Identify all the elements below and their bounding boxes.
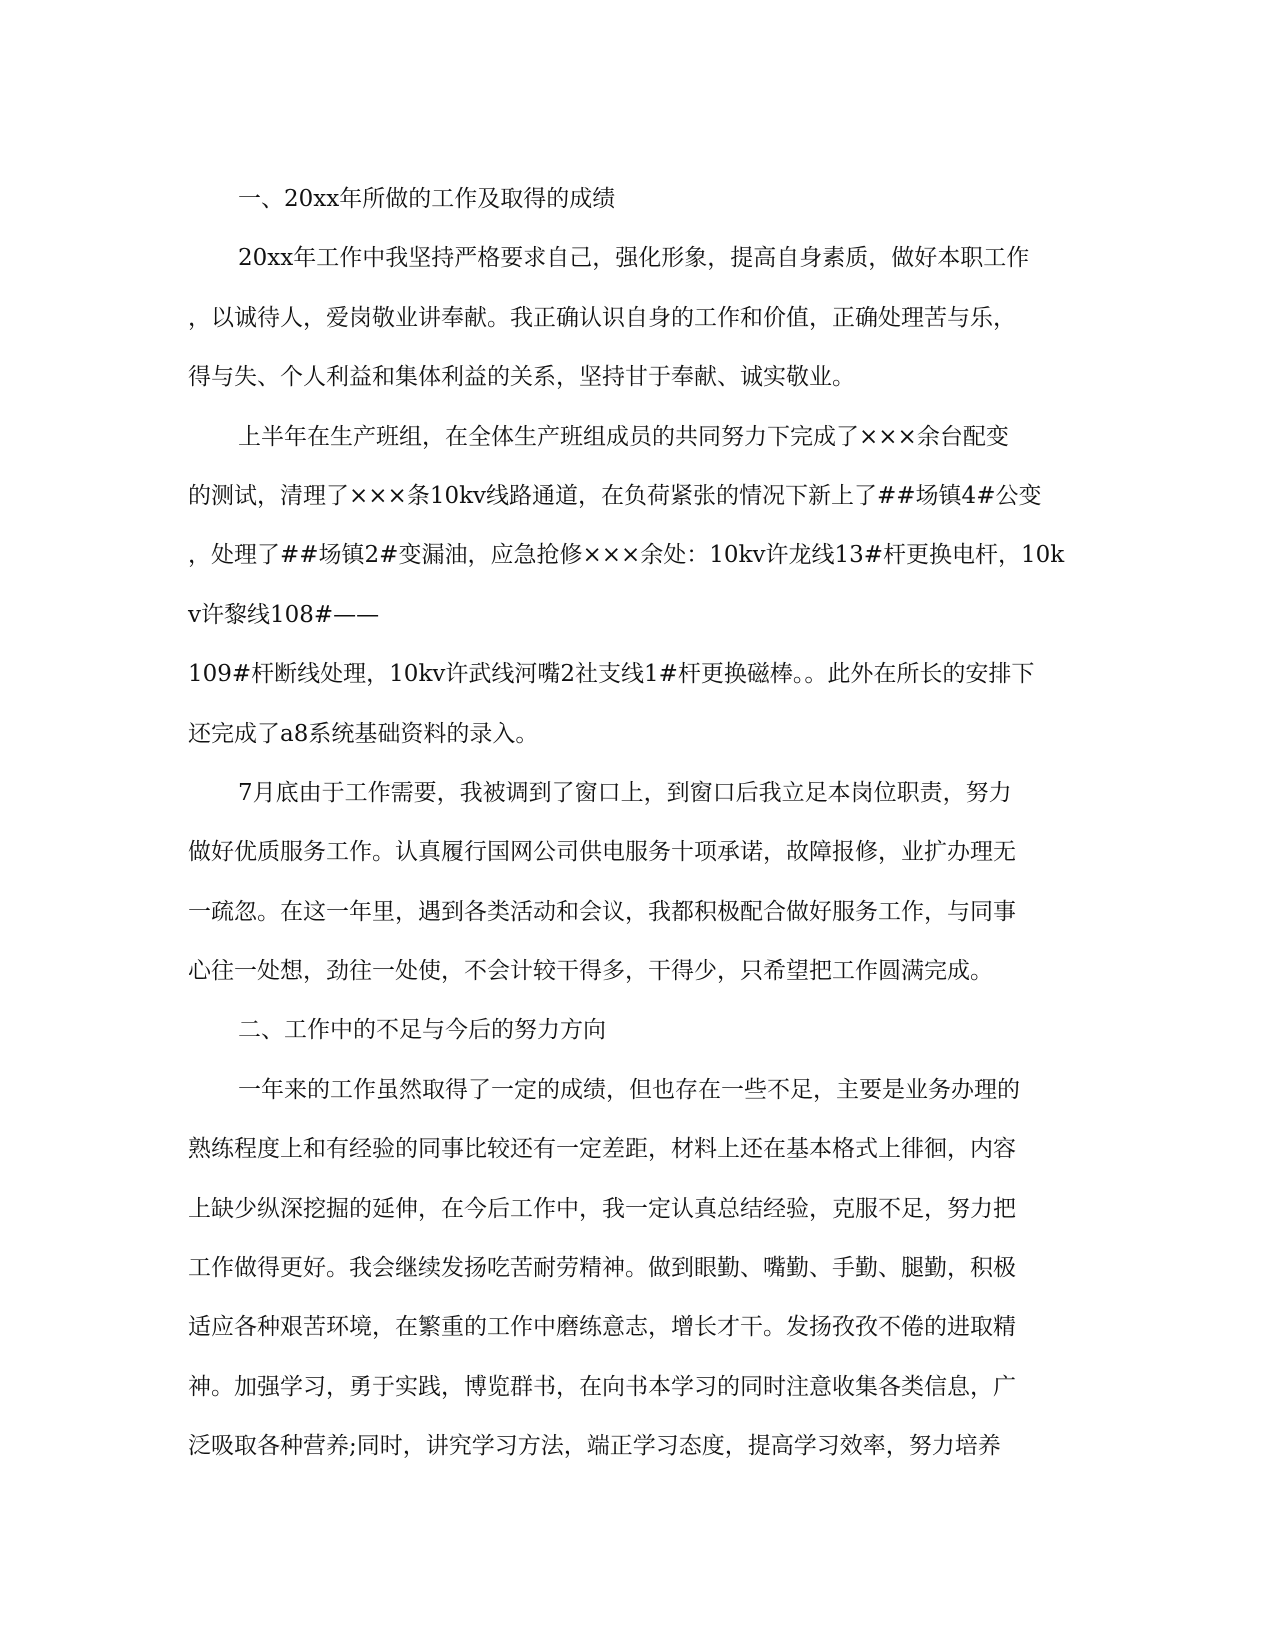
section-heading-2: 二、工作中的不足与今后的努力方向 bbox=[238, 1017, 606, 1044]
text-line: 适应各种艰苦环境，在繁重的工作中磨练意志，增长才干。发扬孜孜不倦的进取精 bbox=[188, 1314, 1016, 1341]
section-heading-1: 一、20xx年所做的工作及取得的成绩 bbox=[238, 186, 616, 212]
text-line: 一年来的工作虽然取得了一定的成绩，但也存在一些不足，主要是业务办理的 bbox=[238, 1076, 1020, 1103]
text-line: 20xx年工作中我坚持严格要求自己，强化形象，提高自身素质，做好本职工作 bbox=[238, 245, 1030, 272]
text-line: 7月底由于工作需要，我被调到了窗口上，到窗口后我立足本岗位职责，努力 bbox=[238, 779, 1012, 806]
text-line: 神。加强学习，勇于实践，博览群书，在向书本学习的同时注意收集各类信息，广 bbox=[188, 1373, 1016, 1400]
text-line: ，以诚待人，爱岗敬业讲奉献。我正确认识自身的工作和价值，正确处理苦与乐， bbox=[188, 304, 1016, 331]
text-line: ，处理了##场镇2#变漏油，应急抢修×××余处：10kv许龙线13#杆更换电杆，10k bbox=[188, 542, 1065, 569]
text-line: 泛吸取各种营养;同时，讲究学习方法，端正学习态度，提高学习效率，努力培养 bbox=[188, 1433, 1001, 1460]
text-line: 一疏忽。在这一年里，遇到各类活动和会议，我都积极配合做好服务工作，与同事 bbox=[188, 898, 1016, 925]
text-line: 109#杆断线处理，10kv许武线河嘴2社支线1#杆更换磁棒。。此外在所长的安排下 bbox=[188, 661, 1035, 688]
document-body bbox=[188, 170, 1088, 1477]
text-line: 工作做得更好。我会继续发扬吃苦耐劳精神。做到眼勤、嘴勤、手勤、腿勤，积极 bbox=[188, 1255, 1016, 1282]
text-line: v许黎线108#—— bbox=[188, 601, 380, 628]
text-line: 熟练程度上和有经验的同事比较还有一定差距，材料上还在基本格式上徘徊，内容 bbox=[188, 1136, 1016, 1163]
text-line: 还完成了a8系统基础资料的录入。 bbox=[188, 720, 539, 747]
text-line: 上半年在生产班组，在全体生产班组成员的共同努力下完成了×××余台配变 bbox=[238, 423, 1009, 450]
text-line: 做好优质服务工作。认真履行国网公司供电服务十项承诺，故障报修，业扩办理无 bbox=[188, 839, 1016, 866]
text-line: 上缺少纵深挖掘的延伸，在今后工作中，我一定认真总结经验，克服不足，努力把 bbox=[188, 1195, 1016, 1222]
text-line: 心往一处想，劲往一处使，不会计较干得多，干得少，只希望把工作圆满完成。 bbox=[188, 958, 993, 985]
text-line: 得与失、个人利益和集体利益的关系，坚持甘于奉献、诚实敬业。 bbox=[188, 364, 855, 391]
text-line: 的测试，清理了×××条10kv线路通道，在负荷紧张的情况下新上了##场镇4#公变 bbox=[188, 482, 1042, 509]
